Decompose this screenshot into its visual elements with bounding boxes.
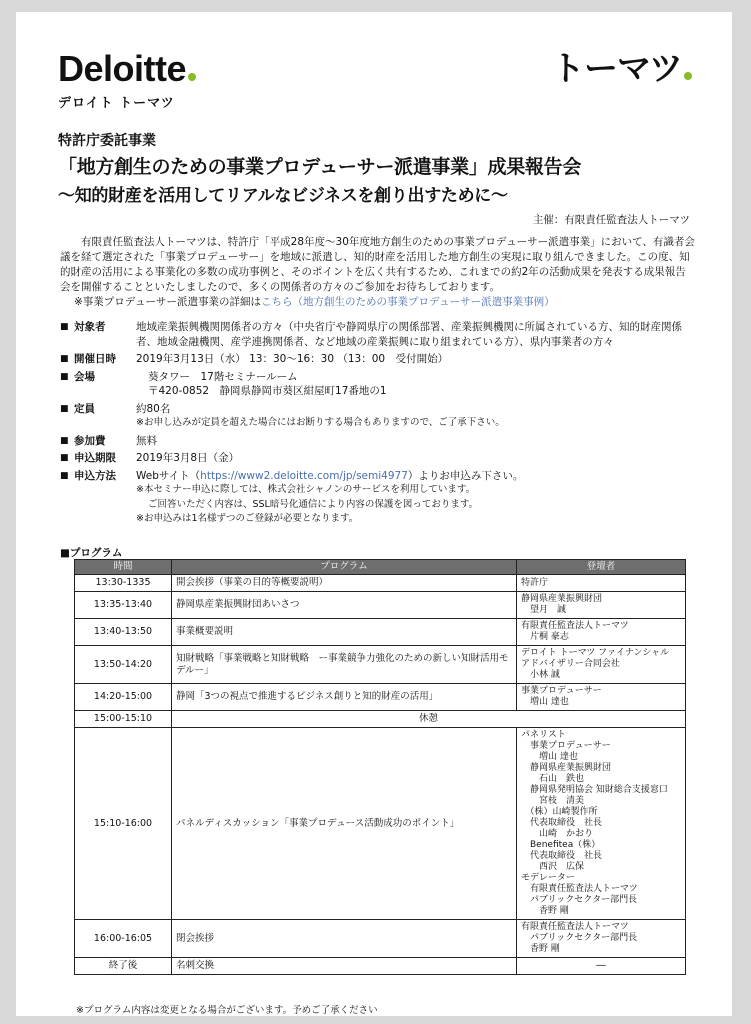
- speaker-line: 有限責任監査法人トーマツ: [521, 884, 638, 894]
- venue-value: 葵タワー 17階セミナールーム: [148, 370, 298, 383]
- time-cell: 15:10-16:00: [75, 728, 172, 920]
- table-row: [75, 684, 686, 711]
- intro-note: [60, 295, 696, 310]
- capacity-row: [60, 402, 700, 417]
- speaker-cell: [517, 619, 686, 646]
- venue-address: 〒420-0852 静岡県静岡市葵区紺屋町17番地の1: [148, 385, 387, 397]
- program-cell: 静岡「3つの視点で推進するビジネス創りと知的財産の活用」: [172, 684, 517, 711]
- event-subtitle: ～知的財産を活用してリアルなビジネスを創り出すために～: [58, 186, 508, 206]
- table-row: [75, 920, 686, 958]
- program-cell: 事業概要説明: [172, 619, 517, 646]
- table-row: [75, 575, 686, 592]
- speaker-line: 代表取締役 社長: [521, 818, 603, 828]
- speaker-line: 有限責任監査法人トーマツ: [521, 621, 629, 631]
- speaker-line: デロイト トーマツ ファイナンシャル: [521, 648, 670, 658]
- method-note-3: ※お申込みは1名様ずつのご登録が必要となります。: [136, 513, 359, 524]
- speaker-line: アドバイザリー合同会社: [521, 659, 620, 669]
- method-prefix: Webサイト（: [136, 469, 201, 482]
- closing-row: [75, 958, 686, 975]
- fee-value: 無料: [136, 434, 157, 447]
- speaker-line: 増山 達也: [521, 752, 578, 762]
- speaker-line: Benefitea（株）: [521, 840, 601, 850]
- method-label: 申込方法: [74, 469, 116, 482]
- speaker-line: 静岡県発明協会 知財総合支援窓口: [521, 785, 668, 795]
- square-bullet-icon: ■: [60, 453, 69, 463]
- venue-label: 会場: [74, 370, 95, 383]
- table-row: [75, 619, 686, 646]
- speaker-cell: [517, 728, 686, 920]
- date-value: 2019年3月13日（水） 13：30～16：30 （13：00 受付開始）: [136, 353, 449, 365]
- speaker-line: パブリックセクター部門長: [521, 895, 638, 905]
- deadline-value: 2019年3月8日（金）: [136, 452, 240, 464]
- break-row: [75, 711, 686, 728]
- speaker-line: 望月 誠: [521, 605, 567, 615]
- tohmatsu-logo: [551, 50, 692, 88]
- program-cell: 開会挨拶（事業の目的等概要説明）: [172, 575, 517, 592]
- capacity-note: ※お申し込みが定員を超えた場合にはお断りする場合もありますので、ご了承下さい。: [136, 417, 505, 428]
- header-program: プログラム: [172, 560, 517, 575]
- speaker-line: 増山 達也: [521, 697, 569, 707]
- target-label: 対象者: [74, 321, 106, 333]
- venue-row: [60, 370, 700, 385]
- document-page: [16, 12, 732, 1016]
- speaker-line: パネリスト: [521, 730, 566, 740]
- method-value: [136, 469, 700, 484]
- method-suffix: ）よりお申込み下さい。: [407, 469, 524, 482]
- program-cell: 閉会挨拶: [172, 920, 517, 958]
- square-bullet-icon: ■: [60, 470, 69, 481]
- time-cell: 13:30-1335: [75, 575, 172, 592]
- date-label: 開催日時: [74, 353, 116, 365]
- table-row: [75, 646, 686, 684]
- time-cell: 13:50-14:20: [75, 646, 172, 684]
- speaker-line: 片桐 豪志: [521, 632, 569, 642]
- program-cell: 名刺交換: [172, 958, 517, 975]
- target-row: [60, 320, 700, 349]
- time-cell: 16:00-16:05: [75, 920, 172, 958]
- host-line: 主催：有限責任監査法人トーマツ: [532, 214, 690, 226]
- speaker-cell: [517, 684, 686, 711]
- header-block: [58, 130, 698, 227]
- deloitte-wordmark: Deloitte: [58, 48, 187, 89]
- speaker-cell: [517, 592, 686, 619]
- square-bullet-icon: ■: [60, 403, 69, 414]
- target-value: 地域産業振興機関関係者の方々（中央省庁や静岡県庁の関係部署、産業振興機関に所属されている方、知的財産関係者、地域金融機関、産学連携関係者、など地域の産業振興に取り組まれている方）、県内事業者の方々: [136, 321, 682, 348]
- deloitte-logo: [58, 50, 196, 111]
- speaker-cell: ―: [517, 958, 686, 975]
- speaker-cell: [517, 920, 686, 958]
- header-speaker: 登壇者: [517, 560, 686, 575]
- intro-section: [60, 235, 696, 310]
- green-dot-icon: [188, 73, 196, 81]
- speaker-line: 静岡県産業振興財団: [521, 594, 603, 604]
- break-label-cell: 休憩: [172, 711, 686, 728]
- speaker-line: 事業プロデューサー: [521, 741, 611, 751]
- tohmatsu-wordmark: トーマツ: [551, 49, 682, 89]
- speaker-line: 小林 誠: [521, 670, 560, 680]
- time-cell: 終了後: [75, 958, 172, 975]
- program-cell: パネルディスカッション「事業プロデュース活動成功のポイント」: [172, 728, 517, 920]
- program-footnote: ※プログラム内容は変更となる場合がございます。予めご了承ください: [76, 1005, 378, 1016]
- speaker-line: 香野 剛: [521, 944, 560, 954]
- speaker-line: 宮枝 清美: [521, 796, 585, 806]
- speaker-line: 静岡県産業振興財団: [521, 763, 612, 773]
- speaker-line: 香野 剛: [521, 906, 569, 916]
- green-dot-icon: [684, 72, 692, 80]
- speaker-line: （株）山崎製作所: [521, 807, 598, 817]
- square-bullet-icon: ■: [60, 435, 69, 446]
- method-row: [60, 469, 700, 484]
- date-row: [60, 352, 700, 367]
- event-info: [60, 320, 700, 527]
- square-bullet-icon: ■: [60, 354, 69, 364]
- table-row: [75, 592, 686, 619]
- time-cell: 14:20-15:00: [75, 684, 172, 711]
- capacity-label: 定員: [74, 402, 95, 415]
- time-cell: 13:40-13:50: [75, 619, 172, 646]
- speaker-line: モデレーター: [521, 873, 575, 883]
- program-label: ■プログラム: [60, 547, 123, 559]
- intro-paragraph: 有限責任監査法人トーマツは、特許庁「平成28年度～30年度地方創生のための事業プロデューサー派遣事業」において、有識者会議を経て選定された「事業プロデューサー」を地域に派遣し、知的財産を活用した地方創生の実現に取り組んできました。この度、知的財産の活用による事業化の多数の成功事例と、そのポイントを広く共有するため、これまでの約2年の活動成果を発表する成果報告会を開催することといたしましたので、多くの関係者の方々のご参加をお待ちしております。: [60, 236, 695, 293]
- program-table: [74, 559, 686, 975]
- break-time-cell: 15:00-15:10: [75, 711, 172, 728]
- deloitte-subtitle: デロイト トーマツ: [58, 96, 175, 111]
- square-bullet-icon: ■: [60, 371, 69, 382]
- fee-label: 参加費: [74, 434, 106, 447]
- time-cell: 13:35-13:40: [75, 592, 172, 619]
- details-link[interactable]: こちら（地方創生のための事業プロデューサー派遣事業事例）: [260, 296, 555, 308]
- speaker-line: 西沢 広保: [521, 862, 585, 872]
- deadline-label: 申込期限: [74, 452, 116, 464]
- registration-link[interactable]: https://www2.deloitte.com/jp/semi4977: [200, 469, 408, 482]
- capacity-value: 約80名: [136, 402, 171, 415]
- method-note-1: ※本セミナー申込に際しては、株式会社シャノンのサービスを利用しています。: [136, 484, 476, 495]
- speaker-line: 石山 鉄也: [521, 774, 585, 784]
- speaker-line: 事業プロデューサー: [521, 686, 602, 696]
- speaker-line: パブリックセクター部門長: [521, 933, 638, 943]
- speaker-line: 特許庁: [521, 577, 549, 588]
- deadline-row: [60, 451, 700, 466]
- event-title: 「地方創生のための事業プロデューサー派遣事業」成果報告会: [58, 156, 582, 178]
- fee-row: [60, 434, 700, 449]
- sponsor-line: 特許庁委託事業: [58, 133, 156, 149]
- square-bullet-icon: ■: [60, 322, 69, 332]
- intro-note-prefix: ※事業プロデューサー派遣事業の詳細は: [74, 296, 261, 308]
- speaker-line: 山崎 かおり: [521, 829, 594, 839]
- program-cell: 知財戦略「事業戦略と知財戦略 ー事業競争力強化のための新しい知財活用モデルー」: [172, 646, 517, 684]
- header-time: 時間: [75, 560, 172, 575]
- program-header-row: [75, 560, 686, 575]
- program-cell: 静岡県産業振興財団あいさつ: [172, 592, 517, 619]
- speaker-line: 代表取締役 社長: [521, 851, 603, 861]
- speaker-line: 有限責任監査法人トーマツ: [521, 922, 629, 932]
- speaker-cell: [517, 646, 686, 684]
- table-row: [75, 728, 686, 920]
- method-note-2: ご回答いただく内容は、SSL暗号化通信により内容の保護を図っております。: [148, 498, 479, 510]
- speaker-cell: [517, 575, 686, 592]
